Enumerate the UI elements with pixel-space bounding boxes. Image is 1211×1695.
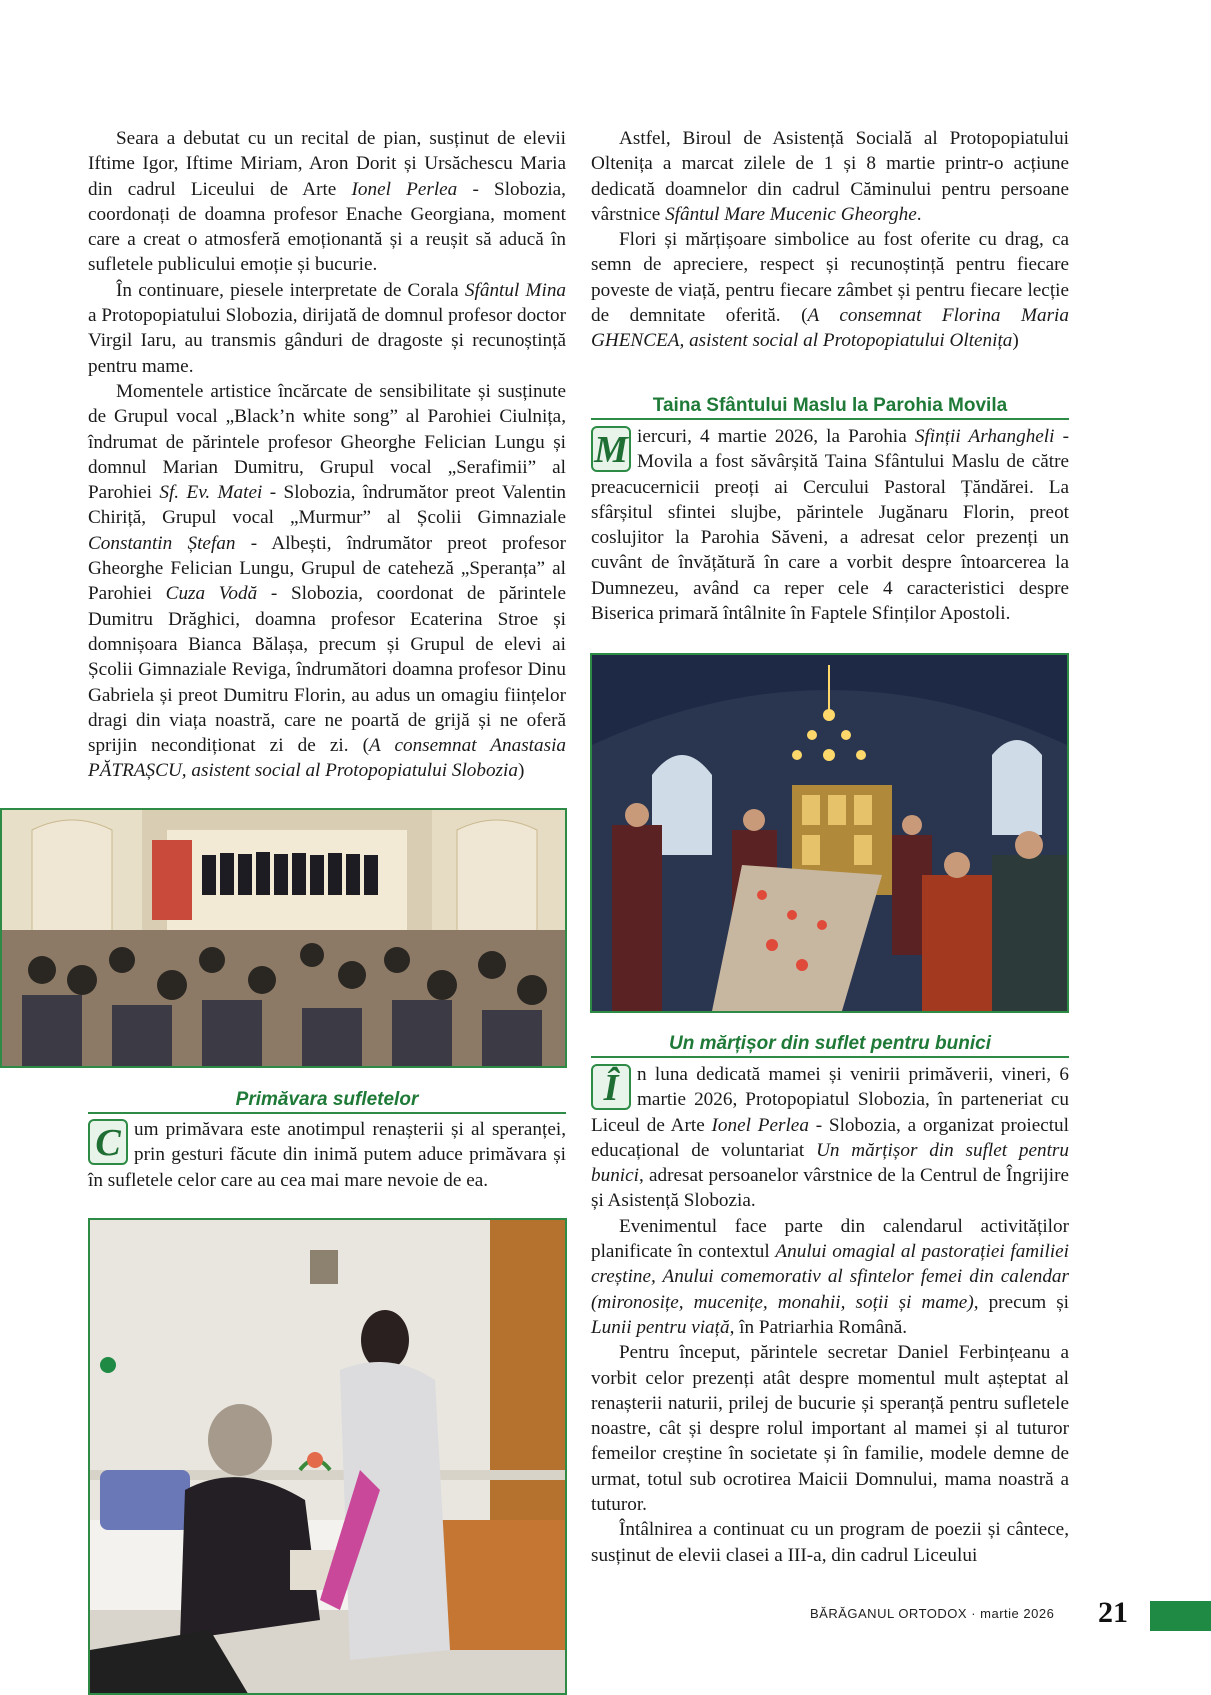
footer-accent-bar (1150, 1601, 1211, 1631)
footer-publication: BĂRĂGANUL ORTODOX · martie 2026 (810, 1606, 1055, 1621)
section-primavara-text (88, 1117, 566, 1193)
dropcap-c: C (88, 1119, 128, 1165)
paragraph-corala: În continuare, piesele interpretate de Corala Sfântul Mina a Protopopiatului Slobozia, dirijată de domnul profesor doctor Virgil Iaru, au transmis gânduri de dragoste și recunoștință pentru mame. (88, 279, 567, 377)
heading-primavara-sufletelor: Primăvara sufletelor (88, 1088, 566, 1114)
page-number: 21 (1098, 1596, 1128, 1629)
paragraph-primavara: C um primăvara este anotimpul renașterii și al speranței, prin gesturi făcute din inimă putem aduce primăvara și în sufletele celor care au cea mai mare nevoie de ea. (88, 1119, 566, 1191)
heading-taina-sfantului-maslu: Taina Sfântului Maslu la Parohia Movila (591, 394, 1069, 420)
paragraph-pentru-inceput: Pentru început, părintele secretar Daniel Ferbințeanu a vorbit celor prezenți atât despre momentul mult așteptat al renașterii naturii, prilej de bucurie și speranță pentru sufletele noastre, cât și despre rolul important al mamei și al tuturor femeilor creștine în societate și în familie, modele demne de urmat, totul sub ocrotirea Maicii Domnului, mama noastră a tuturor. (591, 1342, 1069, 1516)
paragraph-recital: Seara a debutat cu un recital de pian, susținut de elevii Iftime Igor, Iftime Miriam, Aron Dorit și Ursăchescu Maria din cadrul Liceului de Arte Ionel Perlea - Slobozia, coordonați de doamna profesor Enache Georgiana, moment care a creat o atmosferă emoționantă și a reușit să aducă în sufletele publicului emoție și bucurie. (88, 128, 566, 276)
paragraph-eveniment: Evenimentul face parte din calendarul activităților planificate în contextul Anului omagial al pastorației familiei creștine, Anului comemorativ al sfintelor femei din calendar (mironosițe, mucenițe, monahii, soții și mame), precum și Lunii pentru viață, în Patriarhia Română. (591, 1215, 1069, 1338)
dropcap-m: M (591, 426, 631, 472)
photo-church-maslu (590, 653, 1069, 1013)
paragraph-grupuri: Momentele artistice încărcate de sensibilitate și susținute de Grupul vocal „Black’n white song” al Parohiei Ciulnița, îndrumat de părintele profesor Gheorghe Felician Lungu și domnul Marian Dumitru, Grupul vocal „Serafimii” al Parohiei Sf. Ev. Matei - Slobozia, îndrumător preot Valentin Chiriță, Grupul vocal „Murmur” al Școlii Gimnaziale Constantin Ștefan - Albești, îndrumător preot profesor Gheorghe Felician Lungu, Grupul de cateheză „Speranța” al Parohiei Cuza Vodă - Slobozia, coordonat de părintele Dumitru Drăghici, doamna profesor Ecaterina Stroe și domnișoara Bianca Bălașa, precum și Grupul de elevi ai Școlii Gimnaziale Reviga, îndrumători doamna profesor Dinu Gabriela și preot Dumitru Florin, au adus un omagiu ființelor dragi din viața noastră, care ne poartă de grijă și ne oferă sprijin necondiționat zi de zi. (A consemnat Anastasia PĂTRAȘCU, asistent social al Protopopiatului Slobozia) (88, 380, 567, 782)
paragraph-martisor-intro: Î n luna dedicată mamei și venirii primăverii, vineri, 6 martie 2026, Protopopiatul Slobozia, în parteneriat cu Liceul de Arte Ionel Perlea - Slobozia, a organizat proiectul educațional de voluntariat Un mărțișor din suflet pentru bunici, adresat persoanelor vârstnice de la Centrul de Îngrijire și Asistență Slobozia. (591, 1064, 1069, 1212)
heading-un-martisor: Un mărțișor din suflet pentru bunici (591, 1032, 1069, 1058)
section-martisor-text (591, 1062, 1069, 1568)
dropcap-i: Î (591, 1064, 631, 1110)
photo-martisor-visit (88, 1218, 567, 1695)
left-column-text (88, 126, 566, 784)
right-column-text (591, 126, 1069, 354)
paragraph-flori: Flori și mărțișoare simbolice au fost oferite cu drag, ca semn de apreciere, respect și recunoștință pentru fiecare poveste de viață, pentru fiecare zâmbet și pentru fiecare lecție de demnitate oferită. (A consemnat Florina Maria GHENCEA, asistent social al Protopopiatului Oltenița) (591, 229, 1069, 352)
visit-illustration (90, 1220, 565, 1695)
paragraph-maslu: M iercuri, 4 martie 2026, la Parohia Sfinții Arhangheli - Movila a fost săvârșită Taina Sfântului Maslu de către preacucernicii preoți ai Cercului Pastoral Țăndărei. La sfârșitul sfintei slujbe, părintele Jugănaru Florin, preot coslujitor la Parohia Săveni, a adresat celor prezenți un cuvânt de învățătură în care a vorbit despre întoarcerea la Dumnezeu, având ca reper cele 4 caracteristici despre Biserica primară întâlnite în Faptele Sfinților Apostoli. (591, 426, 1070, 625)
photo-concert-audience (0, 808, 567, 1068)
concert-illustration (2, 810, 565, 1066)
section-maslu-text (591, 424, 1069, 626)
church-illustration (592, 655, 1067, 1011)
paragraph-intalnirea: Întâlnirea a continuat cu un program de poezii și cântece, susținut de elevii clasei a III-a, din cadrul Liceului (591, 1519, 1069, 1566)
paragraph-biroul: Astfel, Biroul de Asistență Socială al Protopopiatului Oltenița a marcat zilele de 1 și 8 martie printr-o acțiune dedicată doamnelor din cadrul Căminului pentru persoane vârstnice Sfântul Mare Mucenic Gheorghe. (591, 128, 1069, 225)
